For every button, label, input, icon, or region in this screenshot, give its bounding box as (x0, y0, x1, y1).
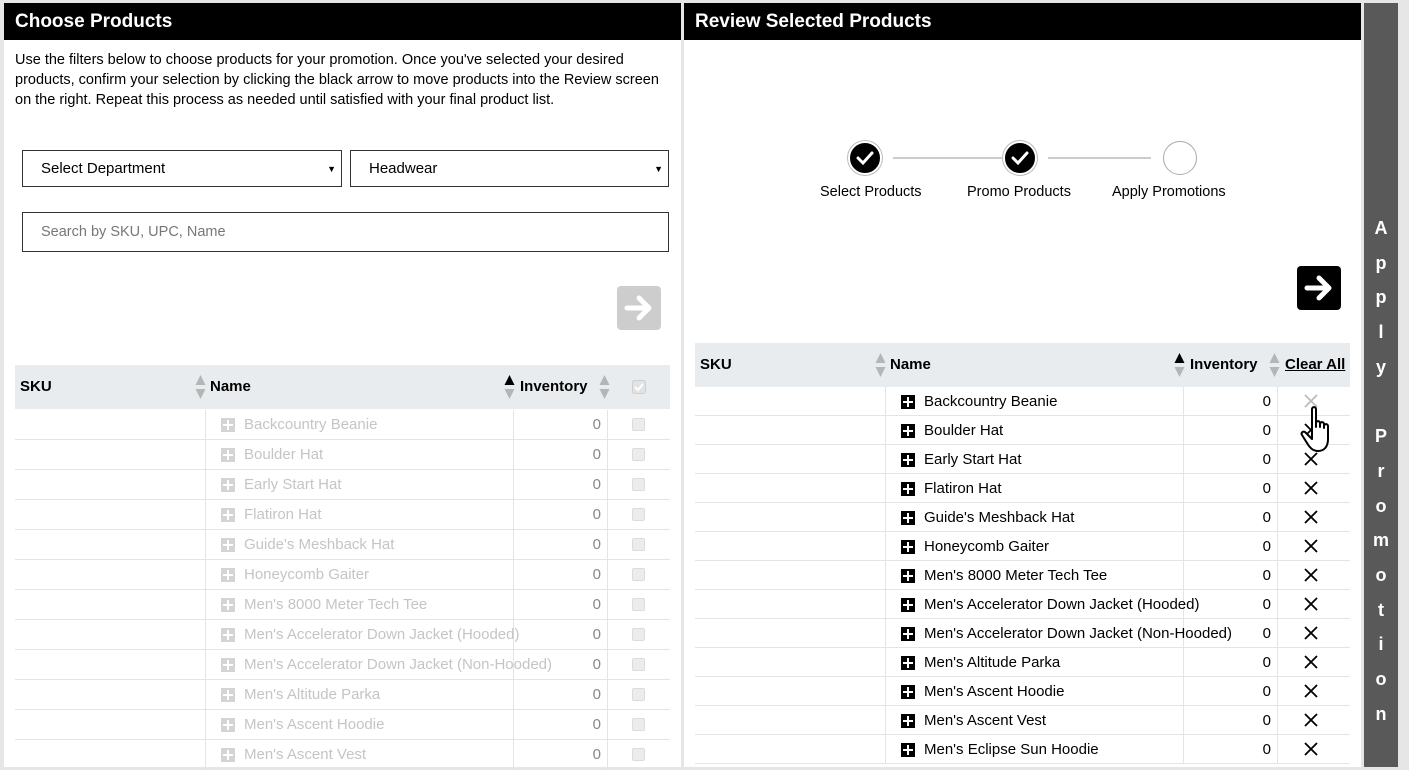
sort-icon[interactable] (599, 374, 610, 400)
expand-plus-icon[interactable] (901, 627, 915, 641)
expand-plus-icon[interactable] (221, 748, 235, 762)
expand-plus-icon[interactable] (901, 569, 915, 583)
name-cell (205, 530, 514, 559)
move-to-review-button[interactable] (617, 286, 661, 330)
inventory-cell: 0 (513, 470, 608, 499)
name-column-header[interactable]: Name (210, 378, 251, 395)
inventory-cell: 0 (513, 680, 608, 709)
inventory-cell: 0 (1183, 677, 1278, 705)
expand-plus-icon[interactable] (901, 511, 915, 525)
tab-letter: A (1374, 218, 1388, 238)
name-cell (885, 445, 1184, 473)
table-row[interactable] (15, 560, 670, 590)
sku-cell (15, 560, 206, 589)
sku-cell (695, 561, 886, 589)
step-label: Apply Promotions (1112, 184, 1226, 200)
product-name: Men's Ascent Vest (244, 746, 367, 763)
row-checkbox[interactable] (632, 478, 645, 491)
tab-letter: p (1375, 252, 1387, 273)
step-label: Select Products (820, 184, 922, 200)
table-row (695, 445, 1350, 474)
table-row[interactable] (15, 680, 670, 710)
row-checkbox[interactable] (632, 418, 645, 431)
expand-plus-icon[interactable] (221, 658, 235, 672)
sku-cell (695, 445, 886, 473)
expand-plus-icon[interactable] (221, 448, 235, 462)
inventory-cell: 0 (513, 650, 608, 679)
product-name: Men's Eclipse Sun Hoodie (924, 741, 1099, 758)
remove-close-icon[interactable] (1303, 538, 1319, 554)
remove-close-icon[interactable] (1303, 480, 1319, 496)
step-complete-icon (1003, 141, 1037, 175)
tab-letter: o (1375, 565, 1387, 586)
inventory-cell: 0 (1183, 590, 1278, 618)
step-label: Promo Products (967, 184, 1071, 200)
table-row[interactable] (15, 650, 670, 680)
product-name: Early Start Hat (924, 451, 1022, 468)
remove-close-icon[interactable] (1303, 654, 1319, 670)
table-row (695, 503, 1350, 532)
expand-plus-icon[interactable] (221, 568, 235, 582)
table-row[interactable] (15, 410, 670, 440)
table-row (695, 590, 1350, 619)
inventory-cell: 0 (513, 740, 608, 769)
product-name: Backcountry Beanie (244, 416, 378, 433)
table-row[interactable] (15, 740, 670, 770)
product-name: Boulder Hat (924, 422, 1004, 439)
inventory-cell: 0 (513, 500, 608, 529)
product-name: Men's Accelerator Down Jacket (Non-Hooded) (924, 625, 1232, 642)
remove-close-icon[interactable] (1303, 625, 1319, 641)
apply-next-button[interactable] (1297, 266, 1341, 310)
clear-all-link[interactable]: Clear All (1285, 356, 1346, 373)
sku-cell (695, 706, 886, 734)
review-selected-panel (684, 3, 1361, 767)
inventory-cell: 0 (513, 560, 608, 589)
product-name: Men's 8000 Meter Tech Tee (924, 567, 1108, 584)
product-name: Boulder Hat (244, 446, 324, 463)
name-cell (885, 561, 1184, 589)
sku-cell (695, 590, 886, 618)
expand-plus-icon[interactable] (221, 598, 235, 612)
table-row[interactable] (15, 500, 670, 530)
sku-cell (695, 648, 886, 676)
sku-cell (15, 620, 206, 649)
tab-letter: r (1377, 460, 1385, 481)
product-name: Honeycomb Gaiter (924, 538, 1050, 555)
expand-plus-icon[interactable] (901, 714, 915, 728)
category-select[interactable] (350, 150, 669, 187)
sku-cell (15, 530, 206, 559)
department-select-value: Select Department (41, 160, 166, 177)
tab-letter: o (1375, 669, 1387, 690)
inventory-cell: 0 (1183, 445, 1278, 473)
tab-letter: n (1375, 703, 1387, 724)
table-row (695, 677, 1350, 706)
name-cell (885, 503, 1184, 531)
table-row[interactable] (15, 620, 670, 650)
name-cell (885, 416, 1184, 444)
inventory-cell: 0 (513, 410, 608, 439)
product-name: Men's Accelerator Down Jacket (Hooded) (244, 626, 520, 643)
tab-letter: P (1374, 426, 1387, 447)
expand-plus-icon[interactable] (901, 656, 915, 670)
product-name: Men's Altitude Parka (244, 686, 381, 703)
row-checkbox[interactable] (632, 538, 645, 551)
inventory-cell: 0 (1183, 561, 1278, 589)
table-row (695, 416, 1350, 445)
table-row (695, 619, 1350, 648)
table-row[interactable] (15, 710, 670, 740)
tab-letter: t (1378, 599, 1384, 620)
product-list (15, 410, 670, 770)
category-select-value: Headwear (369, 160, 438, 177)
sku-cell (695, 416, 886, 444)
name-cell (205, 710, 514, 739)
tab-letter: o (1375, 495, 1387, 516)
name-cell (205, 620, 520, 649)
remove-close-icon[interactable] (1303, 509, 1319, 525)
table-row[interactable] (15, 530, 670, 560)
department-select[interactable] (22, 150, 342, 187)
row-checkbox[interactable] (632, 508, 645, 521)
tab-letter (1364, 385, 1398, 420)
inventory-cell: 0 (513, 440, 608, 469)
sku-cell (695, 474, 886, 502)
sku-cell (695, 503, 886, 531)
name-cell (885, 474, 1184, 502)
sku-cell (15, 680, 206, 709)
inventory-cell: 0 (1183, 619, 1278, 647)
row-checkbox[interactable] (632, 598, 645, 611)
inventory-cell: 0 (513, 590, 608, 619)
table-row[interactable] (15, 470, 670, 500)
expand-plus-icon[interactable] (221, 418, 235, 432)
sku-cell (15, 650, 206, 679)
expand-plus-icon[interactable] (221, 538, 235, 552)
row-checkbox[interactable] (632, 688, 645, 701)
product-name: Men's Altitude Parka (924, 654, 1061, 671)
apply-promotion-tab[interactable] (1364, 3, 1398, 767)
expand-plus-icon[interactable] (901, 395, 915, 409)
expand-plus-icon[interactable] (221, 628, 235, 642)
select-all-checkbox[interactable] (632, 380, 646, 394)
product-name: Guide's Meshback Hat (244, 536, 395, 553)
product-name: Flatiron Hat (924, 480, 1002, 497)
step-pending-icon (1163, 141, 1197, 175)
search-input[interactable] (22, 212, 669, 252)
inventory-cell: 0 (1183, 387, 1278, 415)
inventory-cell: 0 (1183, 474, 1278, 502)
inventory-column-header[interactable]: Inventory (1190, 356, 1258, 373)
product-name: Early Start Hat (244, 476, 342, 493)
sort-icon[interactable] (195, 374, 206, 400)
name-cell (205, 560, 514, 589)
table-row (695, 735, 1350, 764)
inventory-cell: 0 (1183, 648, 1278, 676)
tab-letter: i (1378, 634, 1384, 655)
sku-cell (695, 532, 886, 560)
expand-plus-icon[interactable] (221, 718, 235, 732)
name-cell (205, 410, 514, 439)
product-name: Men's Ascent Hoodie (244, 716, 385, 733)
remove-close-icon[interactable] (1303, 741, 1319, 757)
choose-products-title: Choose Products (4, 3, 681, 40)
sku-cell (695, 387, 886, 415)
name-cell (885, 706, 1184, 734)
table-row[interactable] (15, 440, 670, 470)
name-cell (205, 500, 514, 529)
table-row (695, 706, 1350, 735)
name-cell (205, 650, 552, 679)
review-table-header (695, 343, 1350, 387)
review-selected-title: Review Selected Products (684, 3, 1361, 40)
row-checkbox[interactable] (632, 448, 645, 461)
row-checkbox[interactable] (632, 748, 645, 761)
expand-plus-icon[interactable] (901, 743, 915, 757)
sort-icon[interactable] (1174, 352, 1185, 378)
arrow-right-icon (622, 291, 656, 325)
step-connector (893, 157, 1003, 159)
name-cell (205, 590, 514, 619)
product-name: Flatiron Hat (244, 506, 322, 523)
expand-plus-icon[interactable] (901, 482, 915, 496)
name-cell (885, 532, 1184, 560)
sku-cell (695, 677, 886, 705)
tab-letter: p (1375, 287, 1387, 308)
inventory-cell: 0 (513, 530, 608, 559)
table-row (695, 532, 1350, 561)
product-name: Guide's Meshback Hat (924, 509, 1075, 526)
inventory-cell: 0 (1183, 503, 1278, 531)
table-row (695, 561, 1350, 590)
apply-promotion-tab-label (1364, 211, 1398, 732)
product-name: Men's Ascent Vest (924, 712, 1047, 729)
inventory-cell: 0 (513, 710, 608, 739)
name-cell (205, 470, 514, 499)
product-name: Men's Ascent Hoodie (924, 683, 1065, 700)
name-cell (885, 735, 1184, 763)
product-name: Men's 8000 Meter Tech Tee (244, 596, 428, 613)
arrow-right-icon (1302, 271, 1336, 305)
sku-column-header[interactable]: SKU (700, 356, 732, 373)
row-checkbox[interactable] (632, 658, 645, 671)
expand-plus-icon[interactable] (221, 688, 235, 702)
expand-plus-icon[interactable] (901, 453, 915, 467)
sort-icon[interactable] (875, 352, 886, 378)
step-connector (1048, 157, 1151, 159)
table-row (695, 648, 1350, 677)
expand-plus-icon[interactable] (901, 685, 915, 699)
sku-cell (15, 470, 206, 499)
inventory-cell: 0 (1183, 532, 1278, 560)
expand-plus-icon[interactable] (221, 478, 235, 492)
name-cell (885, 648, 1184, 676)
remove-close-icon[interactable] (1303, 567, 1319, 583)
name-cell (885, 619, 1232, 647)
product-name: Honeycomb Gaiter (244, 566, 370, 583)
name-column-header[interactable]: Name (890, 356, 931, 373)
row-checkbox[interactable] (632, 628, 645, 641)
tab-letter: l (1378, 322, 1384, 343)
expand-plus-icon[interactable] (901, 424, 915, 438)
sku-column-header[interactable]: SKU (20, 378, 52, 395)
inventory-cell: 0 (1183, 706, 1278, 734)
review-product-list (695, 387, 1350, 764)
row-checkbox[interactable] (632, 568, 645, 581)
name-cell (205, 740, 514, 769)
product-name: Men's Accelerator Down Jacket (Hooded) (924, 596, 1200, 613)
product-name: Backcountry Beanie (924, 393, 1058, 410)
hand-pointer-icon (1300, 405, 1340, 457)
sku-cell (15, 500, 206, 529)
inventory-cell: 0 (1183, 416, 1278, 444)
product-table-header (15, 365, 670, 409)
product-name: Men's Accelerator Down Jacket (Non-Hooded) (244, 656, 552, 673)
caret-down-icon: ▼ (654, 164, 663, 174)
table-row (695, 387, 1350, 416)
sku-cell (15, 440, 206, 469)
tab-letter: y (1375, 356, 1386, 377)
sort-icon[interactable] (504, 374, 515, 400)
remove-close-icon[interactable] (1303, 683, 1319, 699)
choose-products-panel (4, 3, 681, 767)
sku-cell (15, 410, 206, 439)
tab-letter: m (1372, 530, 1389, 551)
name-cell (885, 590, 1200, 618)
step-complete-icon (848, 141, 882, 175)
expand-plus-icon[interactable] (901, 598, 915, 612)
sku-cell (15, 590, 206, 619)
progress-stepper (684, 141, 1361, 221)
sku-cell (15, 740, 206, 769)
name-cell (205, 680, 514, 709)
inventory-column-header[interactable]: Inventory (520, 378, 588, 395)
table-row (695, 474, 1350, 503)
name-cell (205, 440, 514, 469)
row-checkbox[interactable] (632, 718, 645, 731)
inventory-cell: 0 (513, 620, 608, 649)
expand-plus-icon[interactable] (221, 508, 235, 522)
caret-down-icon: ▼ (327, 164, 336, 174)
sort-icon[interactable] (1269, 352, 1280, 378)
remove-close-icon[interactable] (1303, 596, 1319, 612)
sku-cell (695, 619, 886, 647)
name-cell (885, 677, 1184, 705)
remove-close-icon[interactable] (1303, 712, 1319, 728)
sku-cell (15, 710, 206, 739)
expand-plus-icon[interactable] (901, 540, 915, 554)
name-cell (885, 387, 1184, 415)
sku-cell (695, 735, 886, 763)
instructions-text: Use the filters below to choose products for your promotion. Once you've selected your desired products, confirm your selection by clicking the black arrow to move products into the Review screen on the right. Repeat this process as needed until satisfied with your final product list. (15, 52, 659, 108)
table-row[interactable] (15, 590, 670, 620)
inventory-cell: 0 (1183, 735, 1278, 763)
